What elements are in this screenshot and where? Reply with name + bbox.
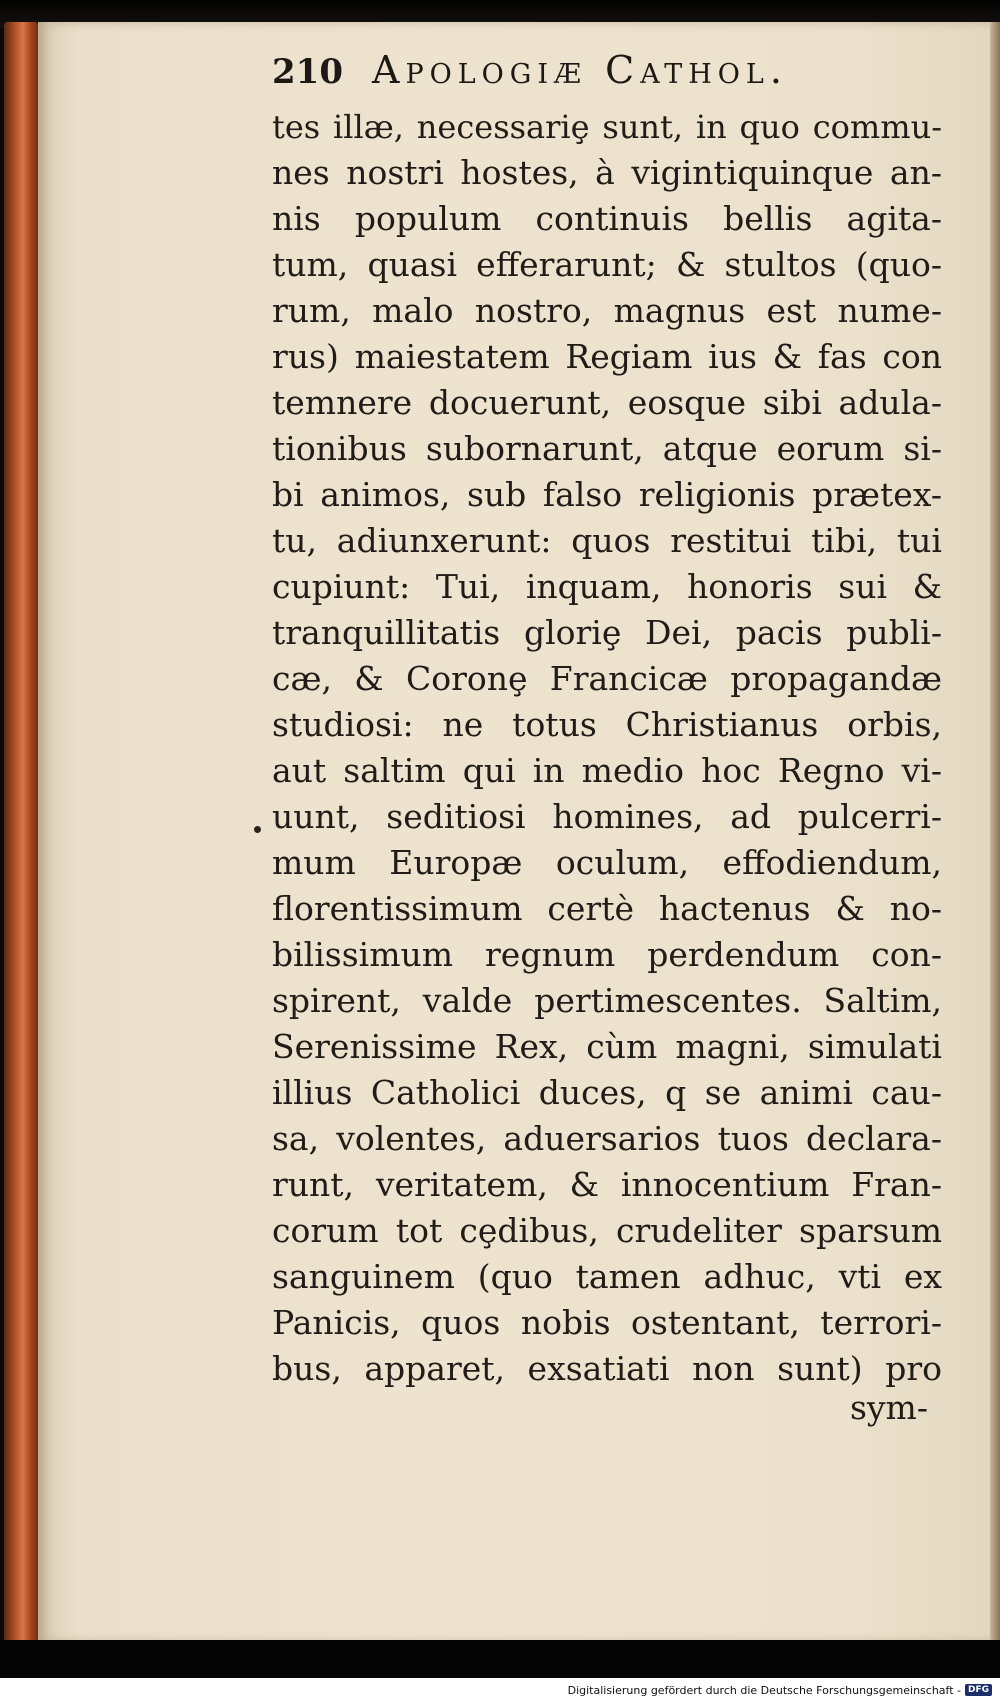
header-title: Apologiæ Cathol. [372,48,788,92]
text-line: studiosi: ne totus Christianus orbis, [272,705,942,744]
text-line: runt, veritatem, & innocentium Fran- [272,1165,942,1204]
text-line: rum, malo nostro, magnus est nume- [272,291,942,330]
text-line: aut saltim qui in medio hoc Regno vi- [272,751,942,790]
text-line: corum tot cȩdibus, crudeliter sparsum [272,1211,942,1250]
running-head [272,48,952,108]
text-line: uunt, seditiosi homines, ad pulcerri- [272,797,942,836]
text-line: tranquillitatis gloriȩ Dei, pacis publi- [272,613,942,652]
text-line: bilissimum regnum perdendum con- [272,935,942,974]
margin-mark [254,826,261,833]
text-line: bus, apparet, exsatiati non sunt) pro [272,1349,942,1388]
credit-text: Digitalisierung gefördert durch die Deutsche Forschungsgemeinschaft - [567,1683,961,1697]
digitization-credit [568,1680,992,1700]
text-line: rus) maiestatem Regiam ius & fas con [272,337,942,376]
text-line: Serenissime Rex, cùm magni, simulati [272,1027,942,1066]
text-line: tionibus subornarunt, atque eorum si- [272,429,942,468]
text-line: cæ, & Coronȩ Francicæ propagandæ [272,659,942,698]
text-line: nis populum continuis bellis agita- [272,199,942,238]
text-line: tum, quasi efferarunt; & stultos (quo- [272,245,942,284]
text-line: florentissimum certè hactenus & no- [272,889,942,928]
bottom-shadow [0,1640,1000,1680]
dfg-logo: DFG [965,1684,992,1696]
book-edge [4,22,38,1642]
text-line: illius Catholici duces, q se animi cau- [272,1073,942,1112]
text-line: sanguinem (quo tamen adhuc, vti ex [272,1257,942,1296]
text-line: spirent, valde pertimescentes. Saltim, [272,981,942,1020]
text-line: Panicis, quos nobis ostentant, terrori- [272,1303,942,1342]
catchword: sym- [849,1388,928,1427]
text-line: tu, adiunxerunt: quos restitui tibi, tui [272,521,942,560]
text-line: sa, volentes, aduersarios tuos declara- [272,1119,942,1158]
text-line: mum Europæ oculum, effodiendum, [272,843,942,882]
text-line: temnere docuerunt, eosque sibi adula- [272,383,942,422]
page-number: 210 [272,52,343,92]
text-line: nes nostri hostes, à vigintiquinque an- [272,153,942,192]
text-line: cupiunt: Tui, inquam, honoris sui & [272,567,942,606]
text-line: tes illæ, necessariȩ sunt, in quo commu- [272,108,942,146]
page-right-edge [990,22,1000,1642]
body-text [272,104,942,1392]
text-line: bi animos, sub falso religionis prætex- [272,475,942,514]
